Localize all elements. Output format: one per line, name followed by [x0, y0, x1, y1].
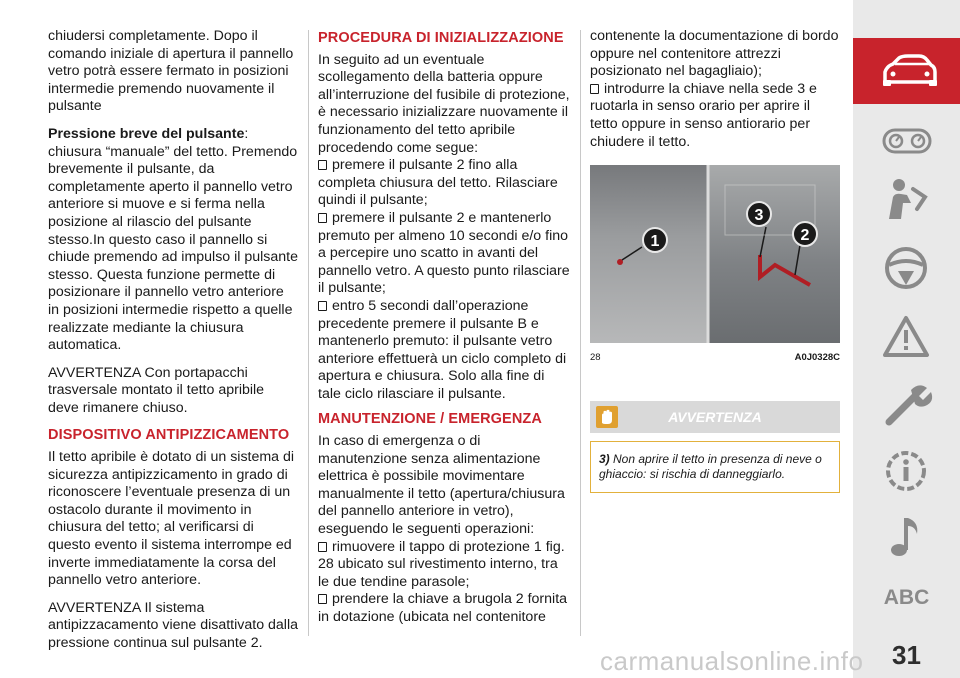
- active-chapter-tab[interactable]: [853, 38, 960, 104]
- warning-title: AVVERTENZA: [668, 408, 762, 425]
- watermark-text: carmanualsonline.info: [600, 646, 864, 676]
- checkbox-bullet-icon: [318, 594, 327, 604]
- chapter-sidebar: [853, 0, 960, 678]
- paragraph: In seguito ad un eventuale scollegamento della batteria oppure all’interruzione del fusibile di protezione, è necessario inizializzare nuovamente il funzionamento del tetto apribile procedendo come segue:: [318, 51, 570, 156]
- checkbox-bullet-icon: [590, 84, 599, 94]
- warning-note: AVVERTENZA Il sistema antipizzacamento viene disattivato dalla pressione continua sul pulsante 2.: [48, 599, 299, 651]
- paragraph: Il tetto apribile è dotato di un sistema di sicurezza antipizzicamento in grado di riconoscere l’eventuale presenza di un ostacolo durante il movimento in chiusura del tetto; al verificarsi di questo evento il sistema interrompe ed inverte immediatamente la corsa del pannello vetro anteriore.: [48, 449, 295, 589]
- list-item: rimuovere il tappo di protezione 1 fig. 28 ubicato sul rivestimento interno, tra le due tendine parasole;: [318, 538, 565, 590]
- warning-text: Non aprire il tetto in presenza di neve o ghiaccio: si rischia di danneggiarlo.: [599, 451, 822, 481]
- paragraph: contenente la documentazione di bordo oppure nel contenitore attrezzi posizionato nel bagagliaio);: [590, 28, 839, 80]
- car-icon: [853, 38, 960, 104]
- section-heading-antipinch: DISPOSITIVO ANTIPIZZICAMENTO: [48, 427, 290, 444]
- warning-number: 3): [599, 451, 610, 466]
- callout-3: 3: [746, 201, 772, 227]
- paragraph: [48, 126, 298, 355]
- paragraph: In caso di emergenza o di manutenzione senza alimentazione elettrica è possibile movimentare manualmente il tetto (apertura/chiusura del pannello anteriore in vetro), eseguendo le seguenti operazioni:: [318, 433, 565, 538]
- text-column-2: [318, 28, 570, 627]
- music-note-icon[interactable]: [853, 512, 960, 560]
- text-column-3: [590, 28, 840, 493]
- list-item: entro 5 secondi dall’operazione precedente premere il pulsante B e mantenerlo premuto: il pulsante vetro anteriore effettuerà un ciclo completo di apertura e chiusura. Solo alla fine di tale ciclo rilasciare il pulsante.: [318, 297, 567, 402]
- list-item: premere il pulsante 2 e mantenerlo premuto per almeno 10 secondi e/o fino a percepire uno scatto in avanti del pannello vetro. A questo punto rilasciare il pulsante;: [318, 209, 570, 297]
- wrench-icon[interactable]: [853, 378, 960, 428]
- page-number: 31: [892, 640, 921, 670]
- section-heading-init: PROCEDURA DI INIZIALIZZAZIONE: [318, 30, 564, 46]
- checkbox-bullet-icon: [318, 160, 327, 170]
- warning-header: [590, 401, 840, 433]
- checkbox-bullet-icon: [318, 542, 327, 552]
- text-column-1: [48, 28, 298, 663]
- seat-belt-person-icon[interactable]: [853, 175, 960, 225]
- figure-code: A0J0328C: [794, 352, 840, 364]
- warning-box: [590, 441, 840, 493]
- checkbox-bullet-icon: [318, 301, 327, 311]
- figure-number: 28: [590, 352, 601, 364]
- figure-caption: [590, 349, 840, 367]
- term-text: : chiusura “manuale” del tetto. Premendo brevemente il pulsante, da completamente aperto il pannello vetro anteriore si muove e si ferma nella posizione al rilascio del pulsante stesso.In questo caso il pannello si chiude premendo ad impulso il pulsante stesso. Questa funzione permette di posizionare il pannello vetro anteriore in posizioni intermedie rispetto a quelle realizzate mediante la chiusura automatica.: [48, 125, 299, 354]
- list-item: prendere la chiave a brugola 2 fornita in dotazione (ubicata nel contenitore: [318, 591, 568, 625]
- list-item: introdurre la chiave nella sede 3 e ruotarla in senso orario per aprire il tetto oppure in senso antiorario per chiudere il tetto.: [590, 80, 817, 150]
- warning-note: AVVERTENZA Con portapacchi trasversale montato il tetto apribile deve rimanere chiuso.: [48, 364, 265, 416]
- callout-1: 1: [642, 227, 668, 253]
- callout-2: 2: [792, 221, 818, 247]
- dashboard-gauges-icon[interactable]: [853, 120, 960, 160]
- info-gear-icon[interactable]: [853, 444, 960, 498]
- paragraph: chiudersi completamente. Dopo il comando iniziale di apertura il pannello vetro potrà essere fermato in posizioni intermedie premendo nuovamente il pulsante: [48, 28, 294, 115]
- column-divider: [308, 30, 309, 636]
- list-item: premere il pulsante 2 fino alla completa chiusura del tetto. Rilasciare quindi il pulsante;: [318, 157, 558, 209]
- caution-hand-icon: [596, 406, 618, 428]
- steering-wheel-icon[interactable]: [853, 243, 960, 293]
- abc-index-icon[interactable]: ABC: [883, 586, 930, 609]
- section-heading-maintenance: MANUTENZIONE / EMERGENZA: [318, 411, 542, 428]
- term-label: Pressione breve del pulsante: [48, 125, 245, 142]
- checkbox-bullet-icon: [318, 213, 327, 223]
- warning-triangle-icon[interactable]: [853, 313, 960, 361]
- figure-overlay: [590, 165, 840, 343]
- sunroof-figure: [590, 165, 840, 343]
- column-divider: [580, 30, 581, 636]
